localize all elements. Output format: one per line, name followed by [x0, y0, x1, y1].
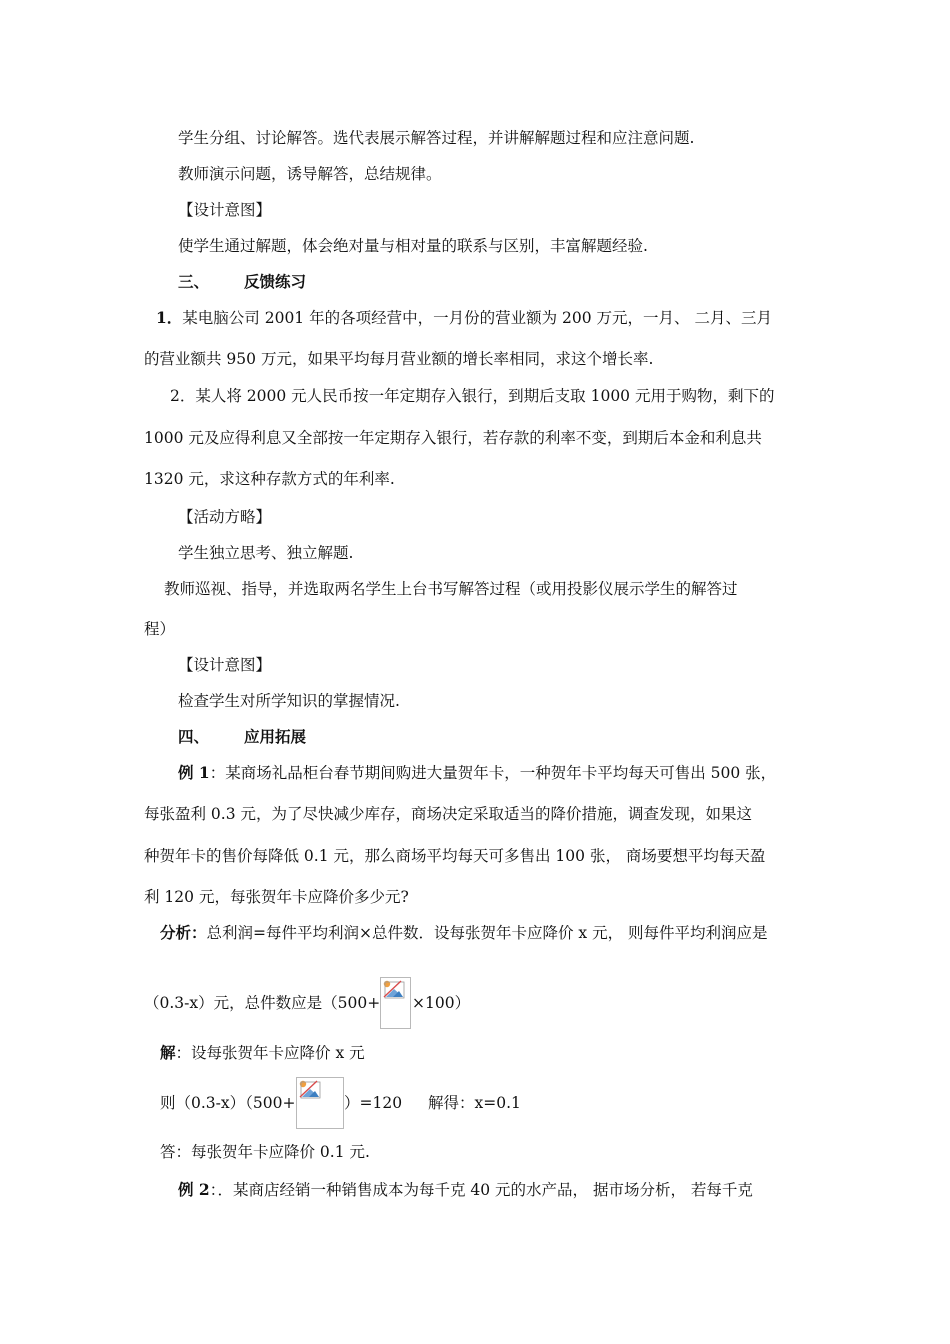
question-1-line-1: [156, 308, 772, 328]
broken-image-glyph: [297, 1078, 343, 1128]
section-4-number: 四、: [178, 727, 210, 746]
broken-image-icon: [380, 977, 411, 1029]
para-teacher-patrol-2: 程）: [144, 620, 176, 638]
para-teacher-demo: 教师演示问题，诱导解答，总结规律。: [178, 165, 442, 183]
example-1-line-3: 种贺年卡的售价每降低 0.1 元，那么商场平均每天可多售出 100 张， 商场要想平均每天盈: [144, 847, 766, 865]
question-2-line-2: 1000 元及应得利息又全部按一年定期存入银行，若存款的利率不变，到期后本金和利息共: [144, 429, 762, 447]
question-1-text-1: 某电脑公司 2001 年的各项经营中，一月份的营业额为 200 万元，一月、 二月、三月: [182, 309, 772, 327]
para-student-discussion: 学生分组、讨论解答。选代表展示解答过程，并讲解解题过程和应注意问题.: [178, 129, 695, 147]
example-2-label: 例 2: [178, 1180, 210, 1199]
para-teacher-patrol-1: 教师巡视、指导，并选取两名学生上台书写解答过程（或用投影仪展示学生的解答过: [164, 580, 738, 598]
solution-line-2a: 则（0.3-x）（500+: [160, 1094, 296, 1112]
solution-label: 解: [160, 1043, 176, 1062]
example-1-label: 例 1: [178, 763, 210, 782]
section-4-title: 应用拓展: [244, 727, 307, 746]
analysis-line-2: [144, 993, 380, 1013]
example-2-text-1: ：．某商店经销一种销售成本为每千克 40 元的水产品， 据市场分析， 若每千克: [209, 1181, 753, 1199]
solution-result: 解得：x=0.1: [428, 1094, 521, 1112]
analysis-line-2b: ×100）: [412, 994, 471, 1012]
analysis-text-1: 总利润=每件平均利润×总件数．设每张贺年卡应降价 x 元， 则每件平均利润应是: [206, 924, 768, 942]
section-3-number: 三、: [178, 272, 210, 291]
para-design-intent-1: 使学生通过解题，体会绝对量与相对量的联系与区别，丰富解题经验.: [178, 237, 648, 255]
analysis-text-2a: （0.3-x）元，总件数应是（500+: [144, 994, 381, 1012]
example-1-text-1: ：某商场礼品柜台春节期间购进大量贺年卡，一种贺年卡平均每天可售出 500 张，: [209, 764, 777, 782]
answer-line: 答：每张贺年卡应降价 0.1 元.: [160, 1143, 370, 1161]
example-1-line-4: 利 120 元，每张贺年卡应降价多少元?: [144, 888, 409, 906]
design-intent-heading-1: 【设计意图】: [178, 201, 272, 219]
example-1-line-1: [178, 763, 776, 783]
solution-line-2b: ）=120: [344, 1094, 403, 1112]
question-2-line-1: 2．某人将 2000 元人民币按一年定期存入银行，到期后支取 1000 元用于购物，剩下的: [170, 387, 775, 405]
example-2-line-1: [178, 1180, 753, 1200]
question-2-line-3: 1320 元，求这种存款方式的年利率.: [144, 470, 395, 488]
design-intent-heading-2: 【设计意图】: [178, 656, 272, 674]
question-1-number: 1．: [156, 308, 183, 327]
question-1-line-2: 的营业额共 950 万元，如果平均每月营业额的增长率相同，求这个增长率.: [144, 350, 654, 368]
analysis-label: 分析：: [160, 923, 207, 942]
example-1-line-2: 每张盈利 0.3 元，为了尽快减少库存，商场决定采取适当的降价措施，调查发现，如果这: [144, 805, 753, 823]
broken-image-icon: [296, 1077, 344, 1129]
analysis-line-1: [160, 923, 768, 943]
solution-text-1: ：设每张贺年卡应降价 x 元: [175, 1044, 365, 1062]
solution-line-1: [160, 1043, 365, 1063]
section-3-title: 反馈练习: [244, 272, 307, 291]
activity-strategy-heading: 【活动方略】: [178, 508, 272, 526]
broken-image-glyph: [381, 978, 410, 1028]
para-student-independent: 学生独立思考、独立解题.: [178, 544, 354, 562]
para-design-intent-2: 检查学生对所学知识的掌握情况.: [178, 692, 400, 710]
